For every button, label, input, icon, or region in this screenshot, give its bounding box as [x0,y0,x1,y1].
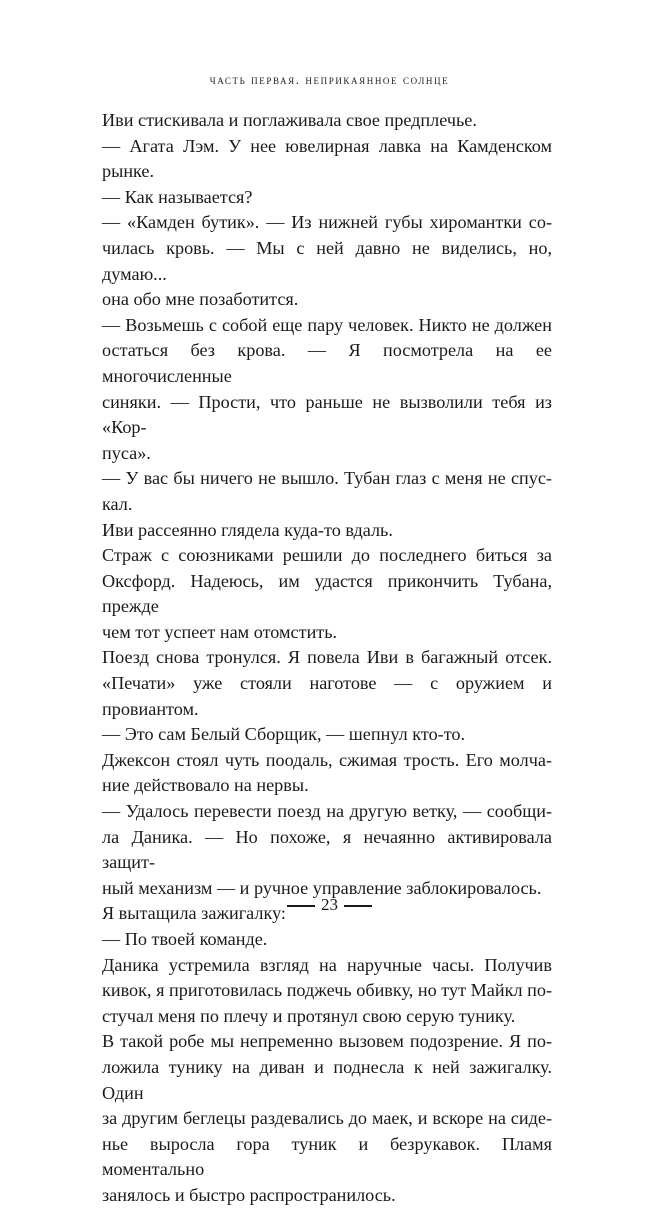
text-line: Иви рассеянно глядела куда-то вдаль. [102,519,393,540]
text-line: стучал меня по плечу и протянул свою серую тунику. [102,1005,516,1026]
text-line: «Печати» уже стояли наготове — с оружием и провиантом. [102,673,552,719]
text-line: Джексон стоял чуть поодаль, сжимая трость. Его молча- [102,749,552,770]
text-line: чем тот успеет нам отомстить. [102,621,338,642]
text-line: В такой робе мы непременно вызовем подозрение. Я по- [102,1031,552,1052]
text-line: — У вас бы ничего не вышло. Тубан глаз с меня не спус- [102,468,552,489]
text-line: — Возьмешь с собой еще пару человек. Никто не должен [102,314,552,335]
text-line: она обо мне позаботится. [102,289,299,310]
text-line: кал. [102,493,133,514]
text-line: Я вытащила зажигалку: [102,903,286,924]
text-line: — Это сам Белый Сборщик, — шепнул кто-то. [102,724,466,745]
left-dash [287,905,315,907]
page-number: 23 [321,895,338,914]
text-line: синяки. — Прости, что раньше не вызволили тебя из «Кор- [102,391,552,438]
text-line: — Как называется? [102,186,253,207]
text-line: ла Даника. — Но похоже, я нечаянно активировала защит- [102,826,552,873]
text-line: за другим беглецы раздевались до маек, и вскоре на сиде- [102,1108,552,1129]
text-line: — Удалось перевести поезд на другую ветку, — сообщи- [102,801,552,822]
text-line: Даника устремила взгляд на наручные часы. Получив [102,954,552,975]
text-line: нье выросла гора туник и безрукавок. Пламя моментально [102,1133,552,1180]
text-line: остаться без крова. — Я посмотрела на ее многочисленные [102,340,552,386]
body-text [102,108,552,1209]
page-number-footer [0,895,659,915]
text-line: чилась кровь. — Мы с ней давно не виделись, но, думаю... [102,237,552,284]
text-line: Иви стискивала и поглаживала свое предплечье. [102,110,477,130]
text-line: — Агата Лэм. У нее ювелирная лавка на Камденском [102,135,552,156]
text-line: — По твоей команде. [102,929,268,949]
text-line: ный механизм — и ручное управление заблокировалось. [102,877,542,898]
text-line: — «Камден бутик». — Из нижней губы хиромантки со- [102,212,552,233]
text-line: занялось и быстро распространилось. [102,1184,396,1205]
text-line: ние действовало на нервы. [102,775,309,796]
text-line: Оксфорд. Надеюсь, им удастся прикончить Тубана, прежде [102,570,552,617]
text-line: Страж с союзниками решили до последнего биться за [102,545,552,566]
running-head: часть первая. неприкаянное солнце [209,72,450,87]
text-line: пуса». [102,442,151,463]
text-line: Поезд снова тронулся. Я повела Иви в багажный отсек. [102,647,552,668]
right-dash [344,905,372,907]
text-line: рынке. [102,161,155,182]
text-line: кивок, я приготовилась поджечь обивку, но тут Майкл по- [102,980,552,1001]
text-line: ложила тунику на диван и поднесла к ней зажигалку. Один [102,1056,552,1103]
